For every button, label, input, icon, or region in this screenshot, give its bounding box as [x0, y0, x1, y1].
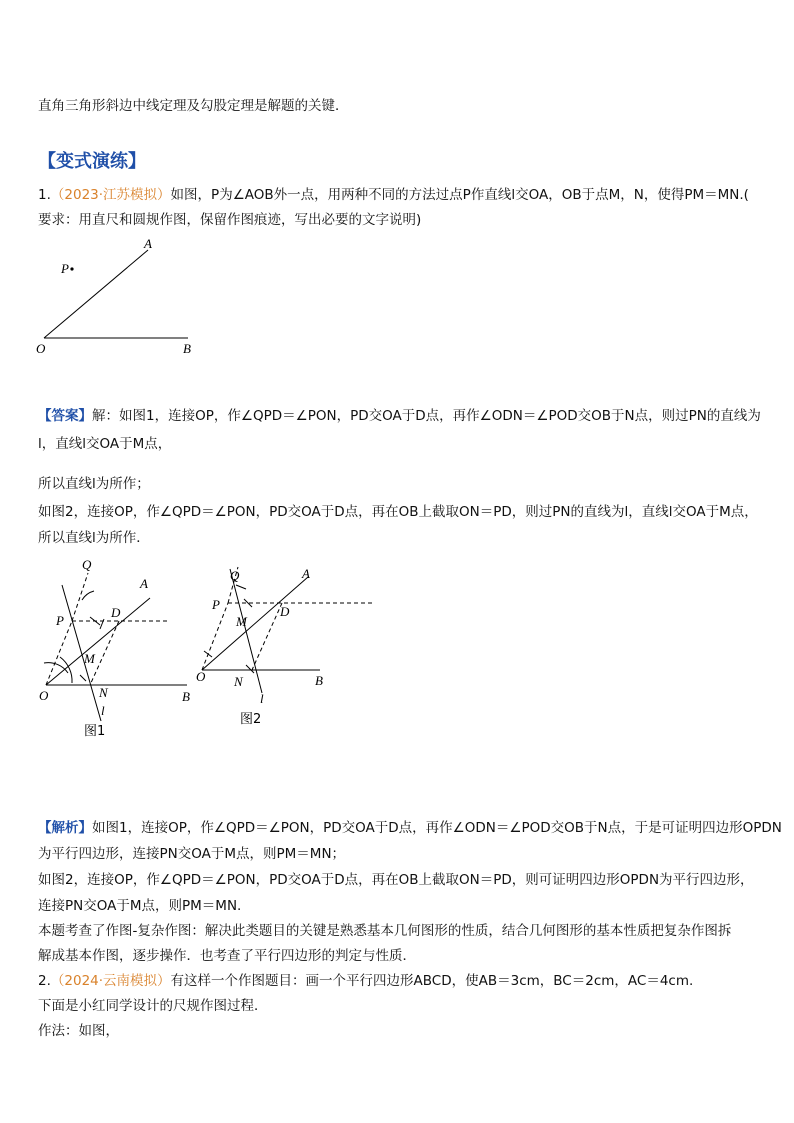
fig2-label-B: B — [315, 673, 323, 688]
q2-source-tag: （2024·云南模拟） — [50, 973, 171, 989]
analysis-text-3: 如图2，连接OP，作∠QPD＝∠PON，PD交OA于D点，再在OB上截取ON＝PD，则可证明四边形OPDN为平行四边形， — [38, 872, 754, 888]
fig2-label-N: N — [234, 674, 243, 689]
analysis-tag: 【解析】 — [38, 820, 92, 836]
fig2-label-D: D — [280, 604, 290, 619]
fig1-label-A: A — [140, 576, 148, 591]
fig2-label-O: O — [196, 669, 206, 684]
label-P: P — [61, 261, 69, 276]
fig2-label-A: A — [302, 566, 310, 581]
fig2-caption: 图2 — [240, 712, 262, 727]
fig1-label-O: O — [39, 688, 49, 703]
figure-1 — [30, 555, 210, 745]
fig1-label-M: M — [84, 651, 95, 666]
analysis-text-6: 解成基本作图，逐步操作．也考查了平行四边形的判定与性质． — [38, 948, 416, 964]
fig1-label-l: l — [101, 703, 105, 718]
answer-text-1: 解：如图1，连接OP，作∠QPD＝∠PON，PD交OA于D点，再作∠ODN＝∠POD交OB于N点，则过PN的直线为 — [92, 408, 761, 424]
q1-text-2: 要求：用直尺和圆规作图，保留作图痕迹，写出必要的文字说明) — [38, 212, 422, 228]
label-A: A — [144, 236, 152, 251]
q2-number: 2. — [38, 973, 51, 989]
fig2-label-M: M — [236, 614, 247, 629]
q2-text-2: 下面是小红同学设计的尺规作图过程． — [38, 998, 268, 1014]
answer-text-2: l，直线l交OA于M点， — [38, 436, 172, 452]
q2-text-3: 作法：如图， — [38, 1023, 119, 1039]
analysis-text-4: 连接PN交OA于M点，则PM＝MN. — [38, 898, 242, 914]
fig1-label-P: P — [56, 613, 64, 628]
analysis-text-2: 为平行四边形，连接PN交OA于M点，则PM＝MN； — [38, 846, 346, 862]
answer-tag: 【答案】 — [38, 408, 92, 424]
answer-text-3: 所以直线l为所作； — [38, 476, 150, 492]
q2-text-1: 有这样一个作图题目：画一个平行四边形ABCD，使AB＝3cm，BC＝2cm，AC＝4cm. — [170, 973, 694, 989]
q1-line-1 — [38, 185, 749, 205]
answer-text-5: 所以直线l为所作． — [38, 530, 150, 546]
figure-2 — [190, 555, 380, 735]
fig1-label-Q: Q — [82, 557, 92, 572]
intro-line: 直角三角形斜边中线定理及勾股定理是解题的关键． — [38, 98, 349, 114]
analysis-text-5: 本题考查了作图-复杂作图：解决此类题目的关键是熟悉基本几何图形的性质，结合几何图形的基本性质把复杂作图拆 — [38, 923, 732, 939]
fig2-label-P: P — [212, 597, 220, 612]
q1-source-tag: （2023·江苏模拟） — [50, 187, 171, 203]
label-B: B — [183, 341, 191, 356]
q2-line-1 — [38, 971, 693, 991]
fig1-caption: 图1 — [84, 724, 106, 739]
fig1-label-N: N — [99, 685, 108, 700]
label-O: O — [36, 341, 46, 356]
q1-text-1: 如图，P为∠AOB外一点，用两种不同的方法过点P作直线l交OA，OB于点M，N，使得PM＝MN.( — [170, 187, 749, 203]
answer-line-1 — [38, 406, 761, 426]
fig1-label-D: D — [111, 605, 121, 620]
q1-number: 1. — [38, 187, 51, 203]
analysis-text-1: 如图1，连接OP，作∠QPD＝∠PON，PD交OA于D点，再作∠ODN＝∠POD交OB于N点，于是可证明四边形OPDN — [92, 820, 782, 836]
analysis-line-1 — [38, 818, 782, 838]
angle-figure — [30, 232, 210, 362]
fig2-label-Q: Q — [230, 568, 240, 583]
answer-text-4: 如图2，连接OP，作∠QPD＝∠PON，PD交OA于D点，再在OB上截取ON＝PD，则过PN的直线为l，直线l交OA于M点， — [38, 504, 758, 520]
fig1-label-B: B — [182, 689, 190, 704]
section-title: 【变式演练】 — [38, 151, 146, 172]
fig2-label-l: l — [260, 691, 264, 706]
